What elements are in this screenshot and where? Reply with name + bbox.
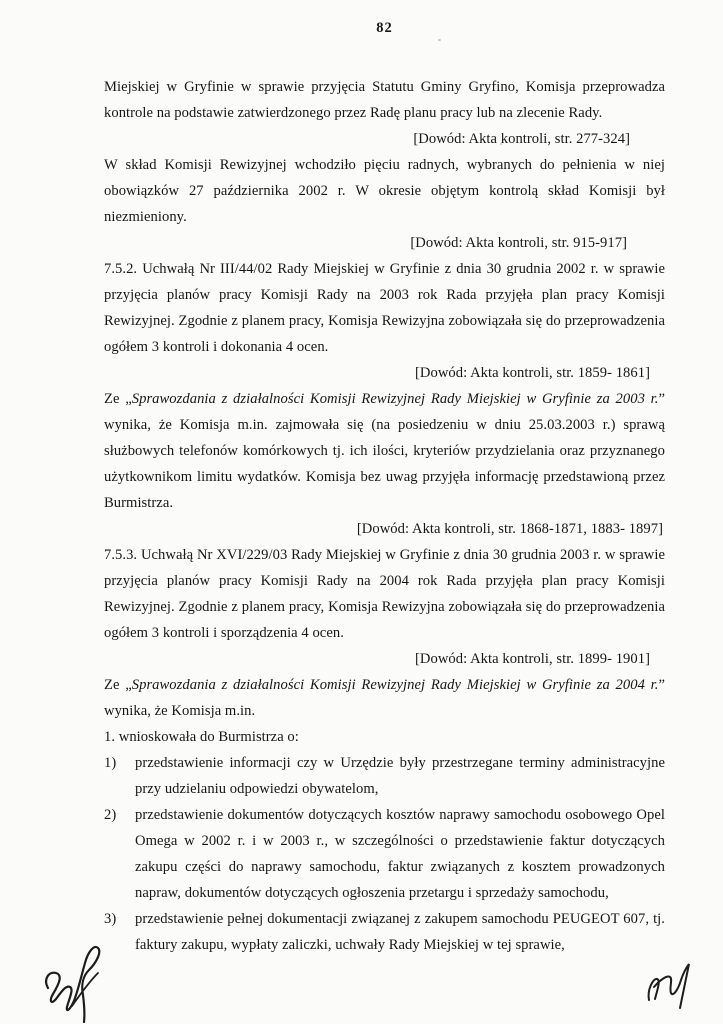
signature-right-icon: [633, 950, 701, 1012]
body-text: 7.5.3. Uchwałą Nr XVI/229/03 Rady Miejskiej w Gryfinie z dnia 30 grudnia 2003 r. w sprawie przyjęcia planów pracy Komisji Rady na 2004 rok Rada przyjęła plan pracy Komisji Rewizyjnej. Zgodnie z planem pracy, Komisja Rewizyjna zobowiązała się do przeprowadzenia ogółem 3 kontroli i sporządzenia 4 ocen.: [104, 547, 665, 641]
evidence-reference: [Dowód: Akta kontroli, str. 277-324]: [413, 131, 630, 147]
body-text: przedstawienie dokumentów dotyczących kosztów naprawy samochodu osobowego Opel Omega w 2002 r. i w 2003 r., w szczególności o przedstawienie faktur dotyczących zakupu części do naprawy samochodu, faktur związanych z kosztem prowadzonych napraw, dokumentów dotyczących ogłoszenia przetargu i sprzedaży samochodu,: [135, 807, 665, 901]
scan-speck: [438, 39, 441, 41]
paragraph: [104, 386, 665, 516]
body-text: 1. wnioskowała do Burmistrza o:: [104, 729, 299, 745]
evidence-reference: [Dowód: Akta kontroli, str. 1899- 1901]: [414, 651, 650, 667]
body-text: przedstawienie pełnej dokumentacji związanej z zakupem samochodu PEUGEOT 607, tj. faktury zakupu, wypłaty zaliczki, uchwały Rady Miejskiej w tej sprawie,: [135, 911, 665, 953]
page-number: 82: [376, 20, 393, 36]
document-body: [104, 74, 665, 958]
evidence-reference: [Dowód: Akta kontroli, str. 915-917]: [410, 235, 627, 251]
paragraph: [104, 152, 665, 230]
evidence-reference: [Dowód: Akta kontroli, str. 1868-1871, 1883- 1897]: [356, 521, 663, 537]
list-item: [104, 802, 665, 906]
body-text: ” wynika, że Komisja m.in. zajmowała się (na posiedzeniu w dniu 25.03.2003 r.) sprawą służbowych telefonów komórkowych tj. ich ilości, kryteriów przydzielania oraz przyznanego użytkownikom limitu wydatków. Komisja bez uwag przyjęła informację przedstawioną przez Burmistrza.: [104, 391, 665, 511]
paragraph: [104, 672, 665, 724]
body-text: 7.5.2. Uchwałą Nr III/44/02 Rady Miejskiej w Gryfinie z dnia 30 grudnia 2002 r. w sprawie przyjęcia planów pracy Komisji Rady na 2003 rok Rada przyjęła plan pracy Komisji Rewizyjnej. Zgodnie z planem pracy, Komisja Rewizyjna zobowiązała się do przeprowadzenia ogółem 3 kontroli i dokonania 4 ocen.: [104, 261, 665, 355]
quoted-title-text: Sprawozdania z działalności Komisji Rewizyjnej Rady Miejskiej w Gryfinie za 2003 r.: [131, 391, 659, 407]
body-text: ” wynika, że Komisja m.in.: [104, 677, 665, 719]
paragraph: [104, 256, 665, 360]
paragraph: [104, 724, 665, 750]
signature-left-icon: [38, 938, 118, 1023]
paragraph: [104, 74, 665, 126]
evidence-reference: [Dowód: Akta kontroli, str. 1859- 1861]: [414, 365, 650, 381]
body-text: Ze „: [104, 391, 132, 407]
body-text: Ze „: [104, 677, 132, 693]
body-text: przedstawienie informacji czy w Urzędzie były przestrzegane terminy administracyjne przy udzielaniu odpowiedzi obywatelom,: [135, 755, 665, 797]
list-item: [104, 750, 665, 802]
list-marker: 3): [104, 911, 117, 927]
list-marker: 1): [104, 755, 117, 771]
paragraph: [104, 542, 665, 646]
list-item: [104, 906, 665, 958]
body-text: W skład Komisji Rewizyjnej wchodziło pięciu radnych, wybranych do pełnienia w niej obowiązków 27 października 2002 r. W okresie objętym kontrolą skład Komisji był niezmieniony.: [104, 157, 665, 225]
quoted-title-text: Sprawozdania z działalności Komisji Rewizyjnej Rady Miejskiej w Gryfinie za 2004 r.: [131, 677, 659, 693]
body-text: Miejskiej w Gryfinie w sprawie przyjęcia Statutu Gminy Gryfino, Komisja przeprowadza kontrole na podstawie zatwierdzonego przez Radę planu pracy lub na zlecenie Rady.: [104, 79, 665, 121]
list-marker: 2): [104, 807, 117, 823]
